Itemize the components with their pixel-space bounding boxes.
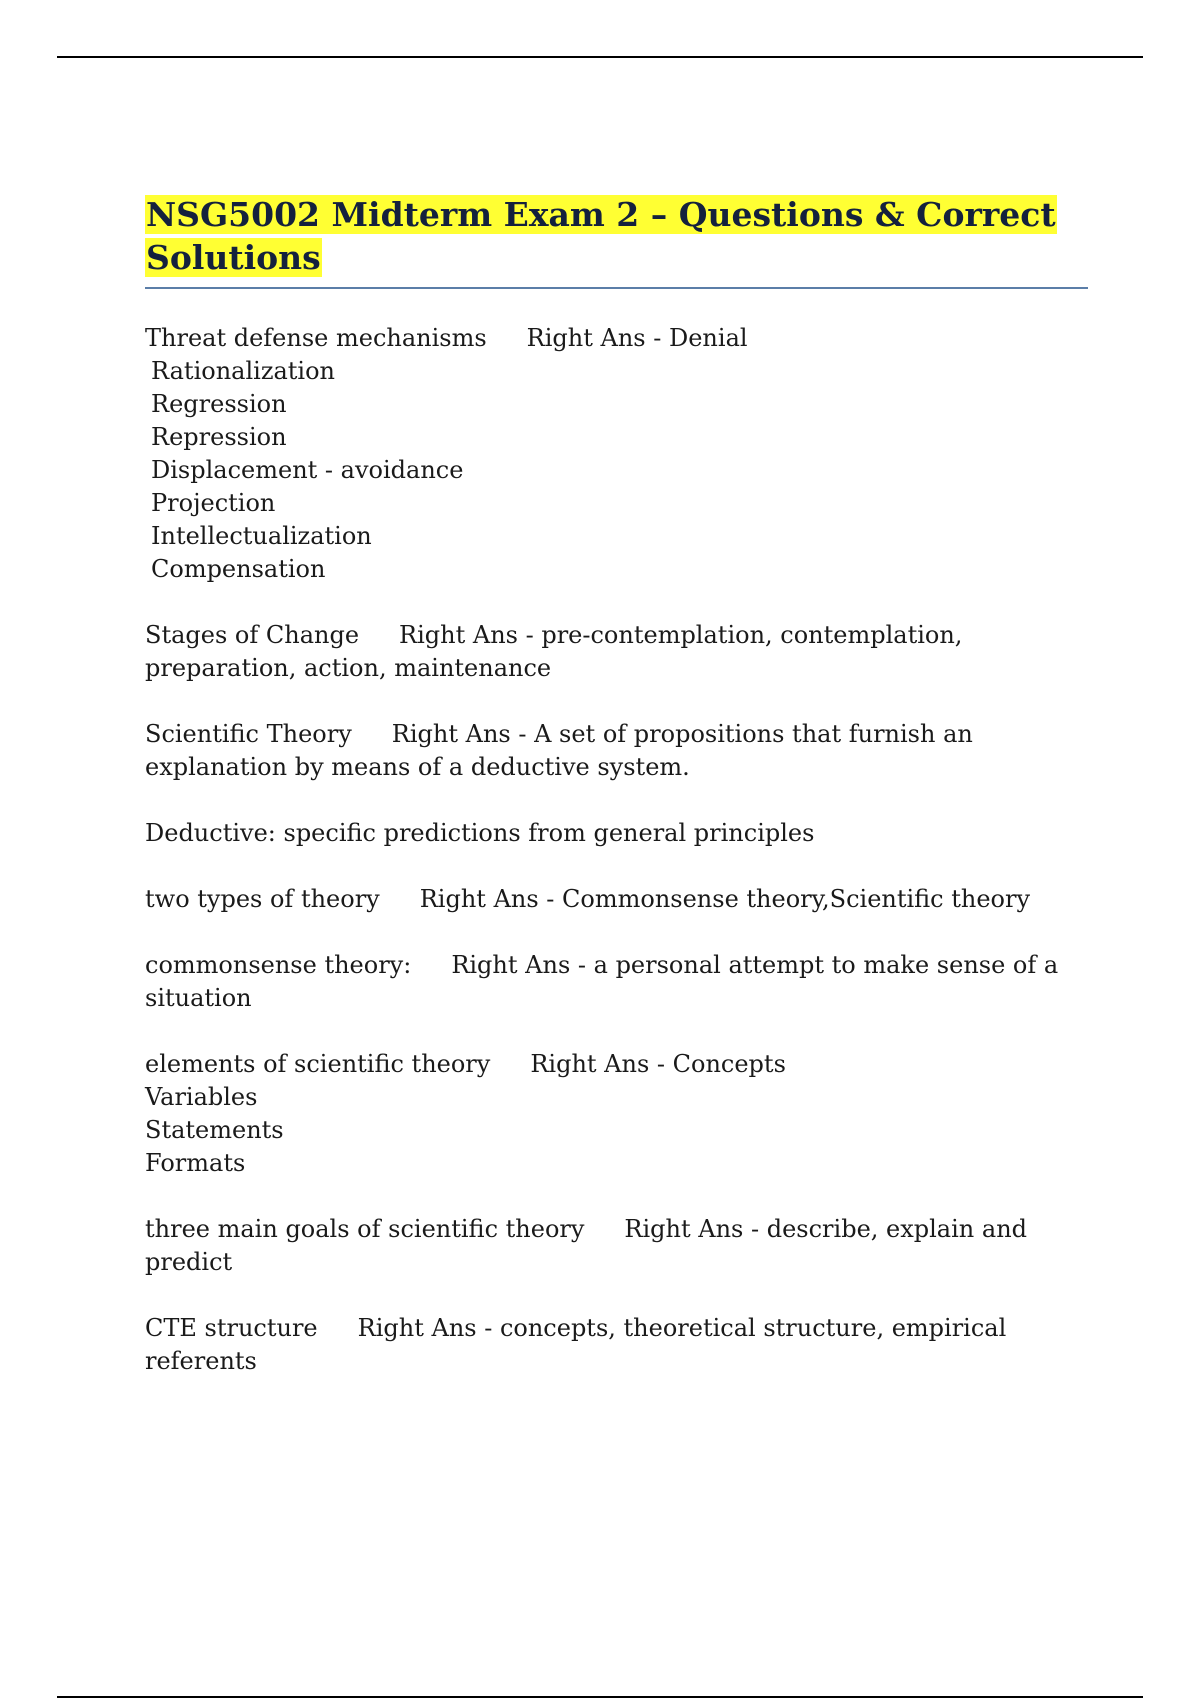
answer-line: Compensation	[151, 555, 326, 583]
answer-line: Regression	[151, 390, 287, 418]
answer: Right Ans - Denial	[526, 324, 748, 352]
answer-line: Projection	[151, 489, 276, 517]
title-highlight: NSG5002 Midterm Exam 2 – Questions & Correct Solutions	[146, 195, 1056, 277]
page-top-rule	[57, 56, 1143, 58]
answer-line: Repression	[151, 423, 287, 451]
answer: Right Ans - a personal attempt to make sense of a situation	[145, 951, 1066, 1012]
answer: Right Ans - A set of propositions that furnish an explanation by means of a deductive system.	[145, 720, 981, 781]
question: elements of scientific theory	[145, 1050, 491, 1078]
question: CTE structure	[145, 1314, 318, 1342]
qa-item-goals-of-scientific-theory	[145, 1213, 1065, 1279]
answer-line: Displacement - avoidance	[151, 456, 464, 484]
answer: Right Ans - Commonsense theory,Scientific theory	[419, 885, 1031, 913]
qa-item-commonsense-theory	[145, 949, 1065, 1015]
document-title	[145, 193, 1090, 279]
qa-item-threat-defense	[145, 322, 1065, 586]
qa-item-scientific-theory	[145, 718, 1065, 784]
answer: Right Ans - concepts, theoretical structure, empirical referents	[145, 1314, 1014, 1375]
question: Scientific Theory	[145, 720, 352, 748]
answer: Right Ans - describe, explain and predict	[145, 1215, 1035, 1276]
qa-item-cte-structure	[145, 1312, 1065, 1378]
qa-item-two-types-of-theory	[145, 883, 1065, 916]
qa-item-elements-of-scientific-theory	[145, 1048, 1065, 1180]
question: commonsense theory:	[145, 951, 412, 979]
question: two types of theory	[145, 885, 380, 913]
document-header	[145, 193, 1090, 279]
note-deductive: Deductive: specific predictions from general principles	[145, 819, 815, 847]
answer: Right Ans - Concepts	[530, 1050, 786, 1078]
qa-item-stages-of-change	[145, 619, 1065, 685]
question: three main goals of scientific theory	[145, 1215, 585, 1243]
answer-line: Variables	[145, 1083, 258, 1111]
answer-line: Rationalization	[151, 357, 335, 385]
question: Stages of Change	[145, 621, 360, 649]
page-bottom-rule	[57, 1696, 1143, 1698]
qa-list	[145, 322, 1065, 1411]
title-underline	[145, 287, 1088, 289]
answer-line: Statements	[145, 1116, 284, 1144]
question: Threat defense mechanisms	[145, 324, 487, 352]
answer: Right Ans - pre-contemplation, contemplation, preparation, action, maintenance	[145, 621, 971, 682]
answer-line: Formats	[145, 1149, 246, 1177]
answer-line: Intellectualization	[151, 522, 372, 550]
